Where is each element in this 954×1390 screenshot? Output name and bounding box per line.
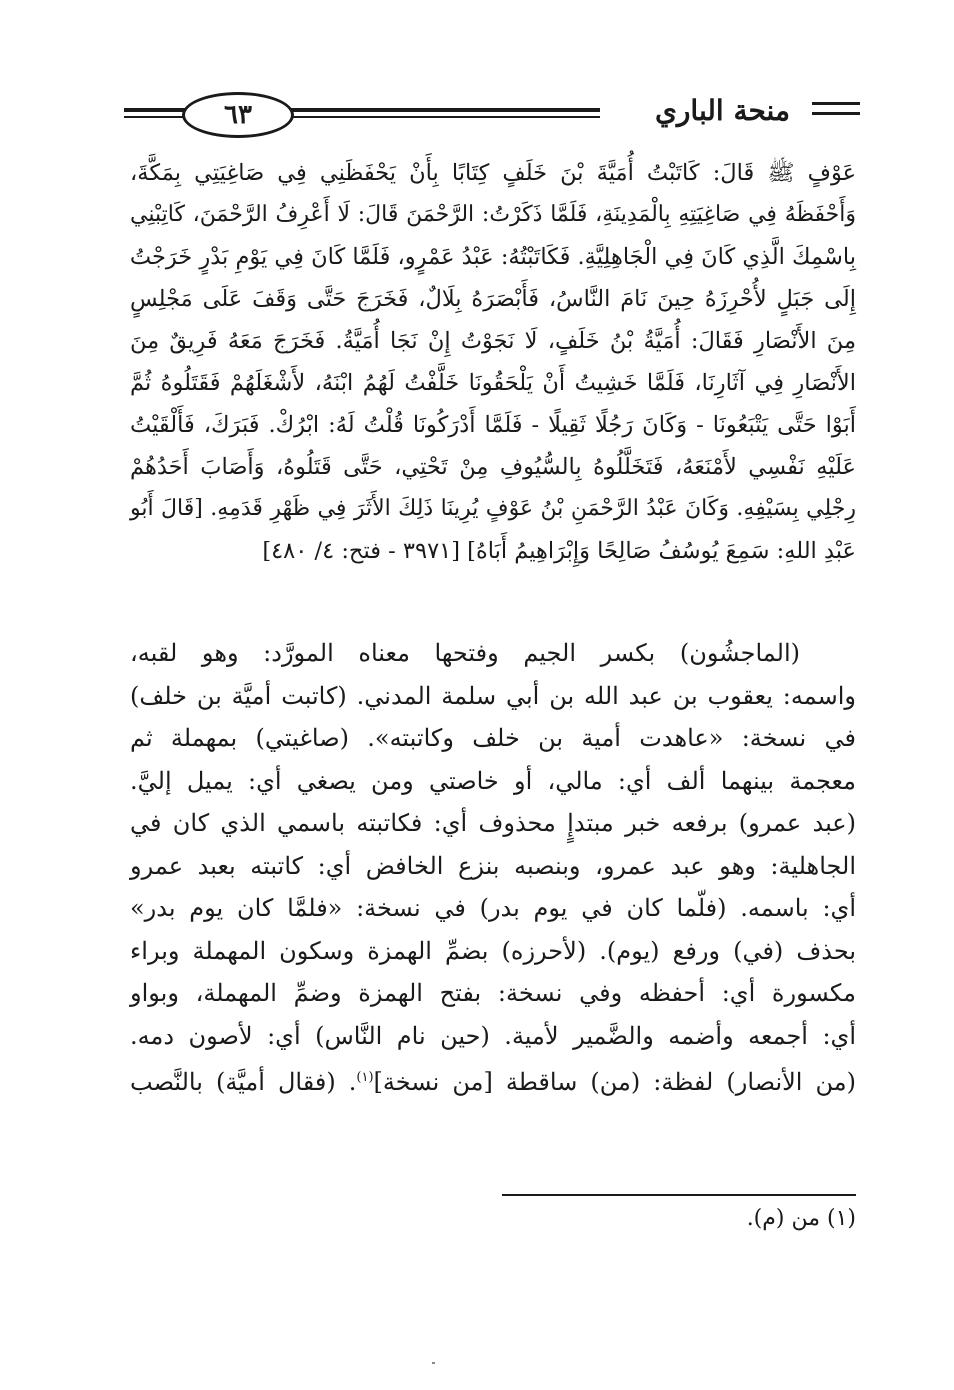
commentary-line-tail: . (فقال أميَّة) بالنَّصب — [130, 1068, 357, 1096]
hadith-line: وَأَحْفَظَهُ فِي صَاغِيَتِهِ بِالْمَدِينَةِ، فَلَمَّا ذَكَرْتُ: الرَّحْمَنَ قَالَ: لَا أَعْرِفُ الرَّحْمَنَ، كَاتِبْنِي — [130, 202, 856, 227]
page-header — [130, 90, 860, 138]
header-dash-2 — [812, 112, 860, 115]
hadith-line: عَبْدِ اللهِ: سَمِعَ يُوسُفُ صَالِحًا وَإِبْرَاهِيمُ أَبَاهُ] [٣٩٧١ - فتح: ٤/ ٤٨٠] — [262, 538, 856, 564]
hadith-text — [130, 152, 856, 572]
commentary-line: مكسورة أي: أحفظه وفي نسخة: بفتح الهمزة وضمِّ المهملة، وبواو — [130, 979, 856, 1007]
commentary-line: أي: باسمه. (فلّما كان في يوم بدر) في نسخة: «فلمَّا كان يوم بدر» — [130, 894, 856, 922]
commentary-line: في نسخة: «عاهدت أمية بن خلف وكاتبته». (صاغيتي) بمهملة ثم — [130, 724, 856, 752]
hadith-line: أَبَوْا حَتَّى يَتْبَعُونَا - وَكَانَ رَجُلًا ثَقِيلًا - فَلَمَّا أَدْرَكُونَا قُلْتُ لَهُ: ابْرُكْ. فَبَرَكَ، فَأَلْقَيْتُ — [130, 412, 856, 438]
commentary-line-last — [130, 1057, 856, 1100]
footnote-separator — [502, 1194, 856, 1196]
commentary-line: (الماجشُون) بكسر الجيم وفتحها معناه المورَّد: وهو لقبه، — [130, 639, 800, 667]
commentary-line: الجاهلية: وهو عبد عمرو، وبنصبه بنزع الخافض أي: كاتبته بعبد عمرو — [130, 851, 856, 880]
commentary-text — [130, 632, 856, 1100]
footnote-marker[interactable]: (١) — [356, 1070, 374, 1085]
commentary-line: معجمة بينهما ألف أي: مالي، أو خاصتي ومن يصغي أي: يميل إليَّ. — [130, 766, 856, 795]
commentary-line: واسمه: يعقوب بن عبد الله بن أبي سلمة المدني. (كاتبت أميَّة بن خلف) — [130, 681, 856, 710]
hadith-line: رِجْلِي بِسَيْفِهِ. وَكَانَ عَبْدُ الرَّحْمَنِ بْنُ عَوْفٍ يُرِينَا ذَلِكَ الأَثَرَ فِي ظَهْرِ قَدَمِهِ. [قَالَ أَبُو — [130, 496, 856, 521]
commentary-line: أي: أجمعه وأضمه والضَّمير لأمية. (حين نام النَّاس) أي: لأصون دمه. — [130, 1021, 856, 1050]
footnote: (١) من (م). — [746, 1206, 856, 1231]
page-number: ٦٣ — [182, 92, 294, 138]
book-title: منحة الباري — [645, 94, 800, 127]
hadith-line: عَلَيْهِ نَفْسِي لأَمْنَعَهُ، فَتَخَلَّلُوهُ بِالسُّيُوفِ مِنْ تَحْتِي، حَتَّى قَتَلُوهُ، وَأَصَابَ أَحَدُهُمْ — [130, 454, 856, 480]
hadith-line: مِنَ الأَنْصَارِ فَقَالَ: أُمَيَّةُ بْنُ خَلَفٍ، لَا نَجَوْتُ إِنْ نَجَا أُمَيَّةُ. فَخَرَجَ مَعَهُ فَرِيقٌ مِنَ — [130, 328, 856, 354]
hadith-line: الأَنْصَارِ فِي آثَارِنَا، فَلَمَّا خَشِيتُ أَنْ يَلْحَقُونَا خَلَّفْتُ لَهُمُ ابْنَهُ، لأَشْغَلَهُمْ فَقَتَلُوهُ ثُمَّ — [130, 370, 856, 396]
scan-speck — [432, 1362, 435, 1364]
header-dash — [812, 102, 860, 105]
commentary-line-head: (من الأنصار) لفظة: (من) ساقطة [من نسخة] — [373, 1068, 856, 1096]
commentary-line: (عبد عمرو) برفعه خبر مبتدإٍ محذوف أي: فكاتبته باسمي الذي كان في — [130, 809, 856, 837]
hadith-line: إِلَى جَبَلٍ لأُحْرِزَهُ حِينَ نَامَ النَّاسُ، فَأَبْصَرَهُ بِلَالٌ، فَخَرَجَ حَتَّى وَقَفَ عَلَى مَجْلِسٍ — [130, 286, 856, 312]
commentary-line: بحذف (في) ورفع (يوم). (لأحرزه) بضمِّ الهمزة وسكون المهملة وبراء — [130, 936, 856, 965]
hadith-line: عَوْفٍ ﷺ قَالَ: كَاتَبْتُ أُمَيَّةَ بْنَ خَلَفٍ كِتَابًا بِأَنْ يَحْفَظَنِي فِي صَاغِيَتِي بِمَكَّةَ، — [130, 160, 856, 186]
hadith-line: بِاسْمِكَ الَّذِي كَانَ فِي الْجَاهِلِيَّةِ. فَكَاتَبْتُهُ: عَبْدُ عَمْرٍو، فَلَمَّا كَانَ فِي يَوْمِ بَدْرٍ خَرَجْتُ — [129, 244, 856, 270]
